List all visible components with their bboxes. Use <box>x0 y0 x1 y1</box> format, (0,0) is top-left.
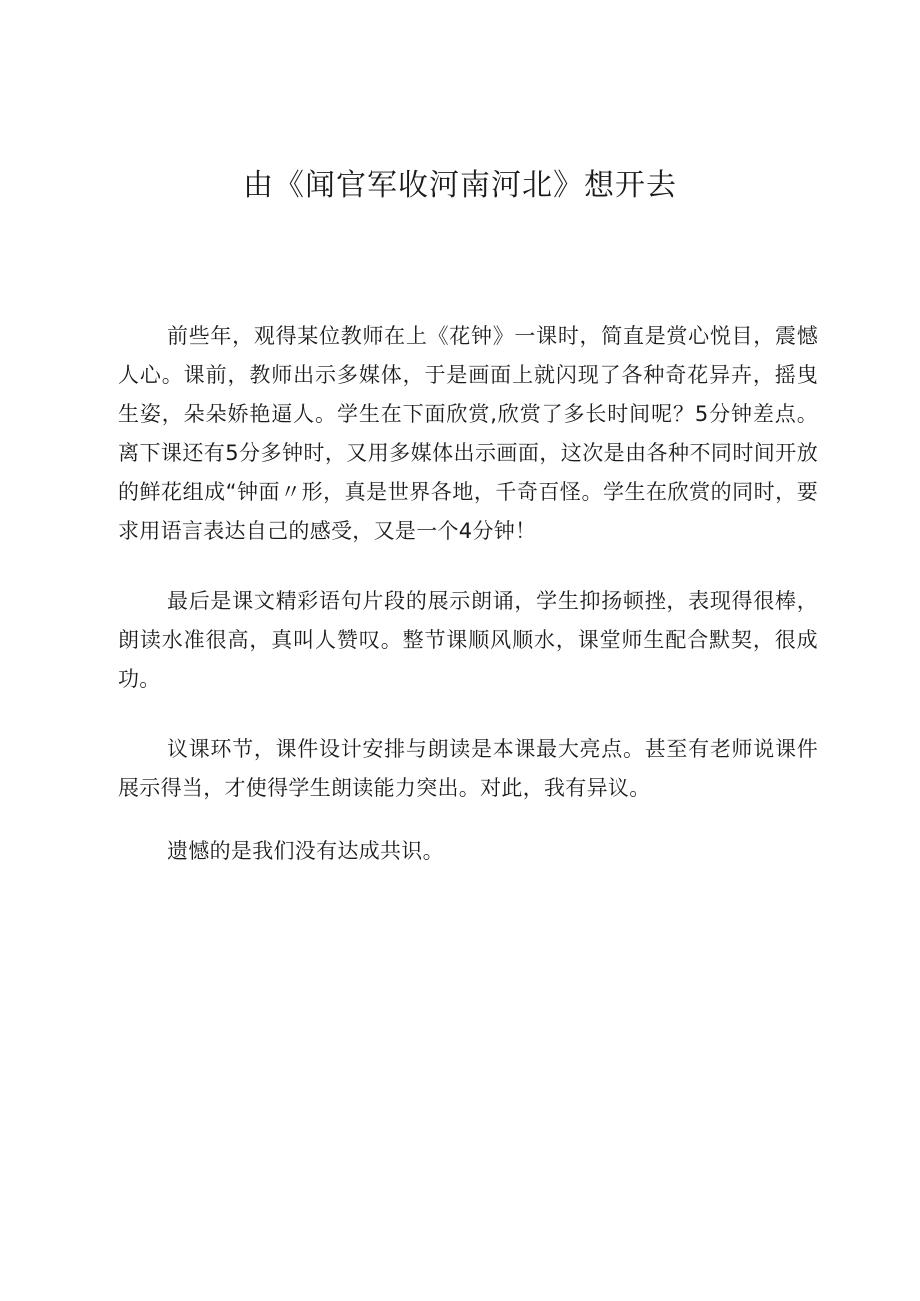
paragraph-3: 议课环节，课件设计安排与朗读是本课最大亮点。甚至有老师说课件展示得当，才使得学生朗读能力突出。对此，我有异议。 <box>118 737 818 800</box>
document-title: 由《闻官军收河南河北》想开去 <box>243 168 677 203</box>
paragraph-1: 前些年，观得某位教师在上《花钟》一课时，简直是赏心悦目，震憾人心。课前，教师出示多媒体，于是画面上就闪现了各种奇花异卉，摇曳生姿，朵朵娇艳逼人。学生在下面欣赏,欣赏了多长时间呢？5分钟差点。离下课还有5分多钟时，又用多媒体出示画面，这次是由各种不同时间开放的鲜花组成“钟面〃形，真是世界各地，千奇百怪。学生在欣赏的同时，要求用语言表达自己的感受，又是一个4分钟！ <box>118 324 818 543</box>
paragraph-2: 最后是课文精彩语句片段的展示朗诵，学生抑扬顿挫，表现得很棒，朗读水准很高，真叫人赞叹。整节课顺风顺水，课堂师生配合默契，很成功。 <box>118 589 818 691</box>
paragraph-4: 遗憾的是我们没有达成共识。 <box>167 839 444 863</box>
document-body <box>118 317 818 871</box>
